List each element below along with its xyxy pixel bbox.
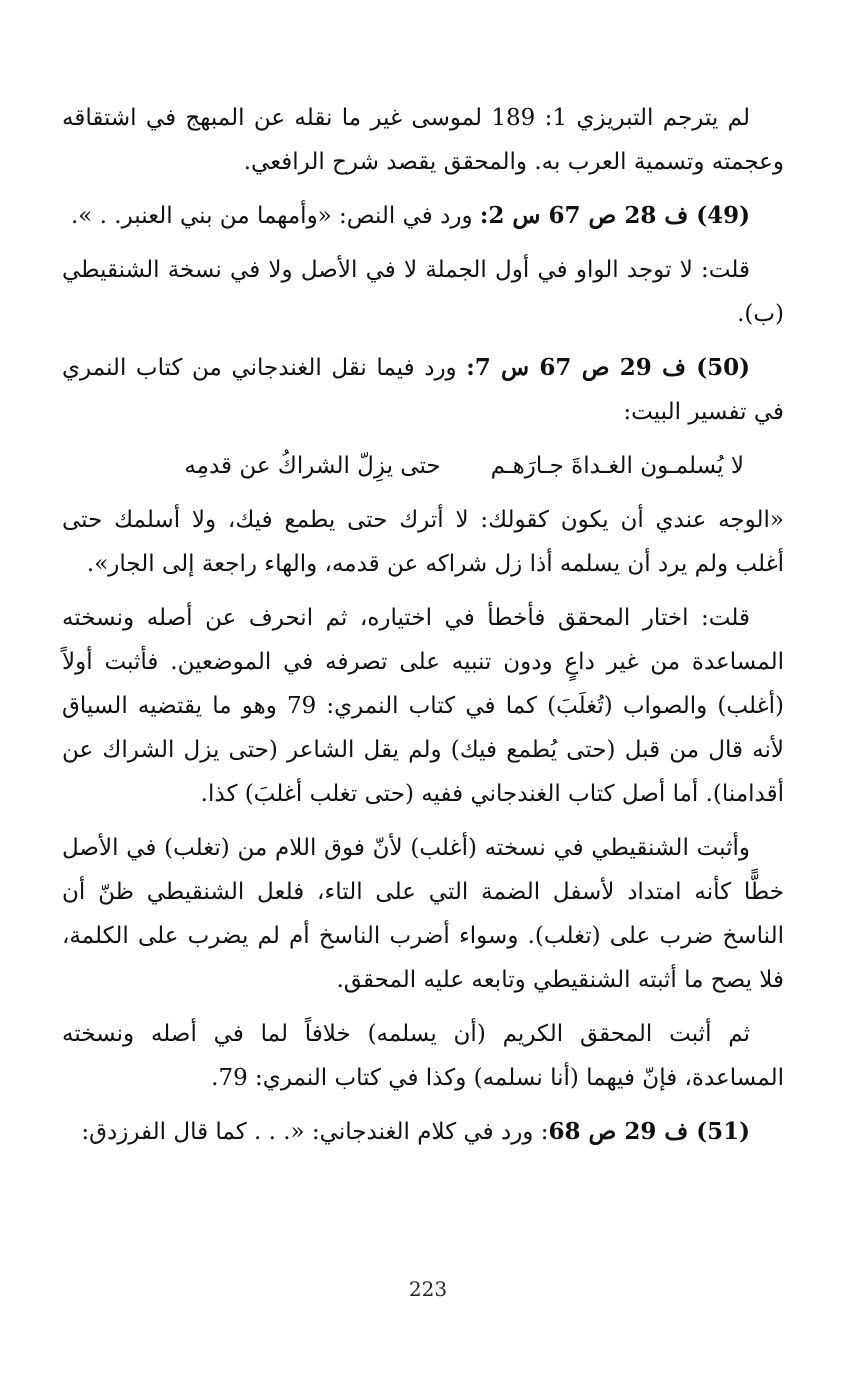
reference-49: (49) ف 28 ص 67 س 2:: [479, 202, 750, 229]
page-body: [62, 96, 784, 1164]
reference-51: (51) ف 29 ص 68: [548, 1118, 750, 1145]
paragraph-quote: «الوجه عندي أن يكون كقولك: لا أترك حتى يطمع فيك، ولا أسلمك حتى أغلب ولم يرد أن يسلمه أذا زل شراكه عن قدمه، والهاء راجعة إلى الجار».: [62, 507, 784, 577]
verse: [62, 444, 784, 488]
paragraph-6: قلت: اختار المحقق فأخطأ في اختياره، ثم انحرف عن أصله ونسخته المساعدة من غير داعٍ ودون تنبيه على تصرفه في الموضعين. فأثبت أولاً (أغلب) والصواب (تُغلَبَ) كما في كتاب النمري: 79 وهو ما يقتضيه السياق لأنه قال من قبل (حتى يُطمع فيك) ولم يقل الشاعر (حتى يزل الشراك عن أقدامنا). أما أصل كتاب الغندجاني ففيه (حتى تغلب أغلبَ) كذا.: [62, 605, 784, 807]
paragraph-7: وأثبت الشنقيطي في نسخته (أغلب) لأنّ فوق اللام من (تغلب) في الأصل خطًّا كأنه امتداد لأسفل الضمة التي على التاء، فلعل الشنقيطي ظنّ أن الناسخ ضرب على (تغلب). وسواء أضرب الناسخ أم لم يضرب على الكلمة، فلا يصح ما أثبته الشنقيطي وتابعه عليه المحقق.: [62, 835, 784, 993]
reference-50: (50) ف 29 ص 67 س 7:: [466, 354, 751, 381]
paragraph-3: قلت: لا توجد الواو في أول الجملة لا في الأصل ولا في نسخة الشنقيطي (ب).: [62, 257, 784, 327]
paragraph-49-text: ورد في النص: «وأمهما من بني العنبر. . ».: [70, 203, 480, 229]
paragraph-8: ثم أثبت المحقق الكريم (أن يسلمه) خلافاً لما في أصله ونسخته المساعدة، فإنّ فيهما (أنا نسلمه) وكذا في كتاب النمري: 79.: [62, 1021, 784, 1091]
page-number: 223: [408, 1277, 448, 1301]
paragraph-49: [62, 194, 784, 238]
verse-second-hemistich: حتى يزِلّ الشراكُ عن قدمِه: [184, 453, 441, 479]
verse-first-hemistich: لا يُسلمـون الغـداةَ جـارَهـم: [490, 453, 744, 479]
paragraph-51-text: : ورد في كلام الغندجاني: «. . . كما قال الفرزدق:: [81, 1119, 549, 1145]
paragraph-1: لم يترجم التبريزي 1: 189 لموسى غير ما نقله عن المبهج في اشتقاقه وعجمته وتسمية العرب به. والمحقق يقصد شرح الرافعي.: [62, 105, 784, 175]
paragraph-50: [62, 346, 784, 434]
paragraph-51: [62, 1110, 784, 1154]
paragraph-50-text: ورد فيما نقل الغندجاني من كتاب النمري في تفسير البيت:: [62, 355, 784, 425]
